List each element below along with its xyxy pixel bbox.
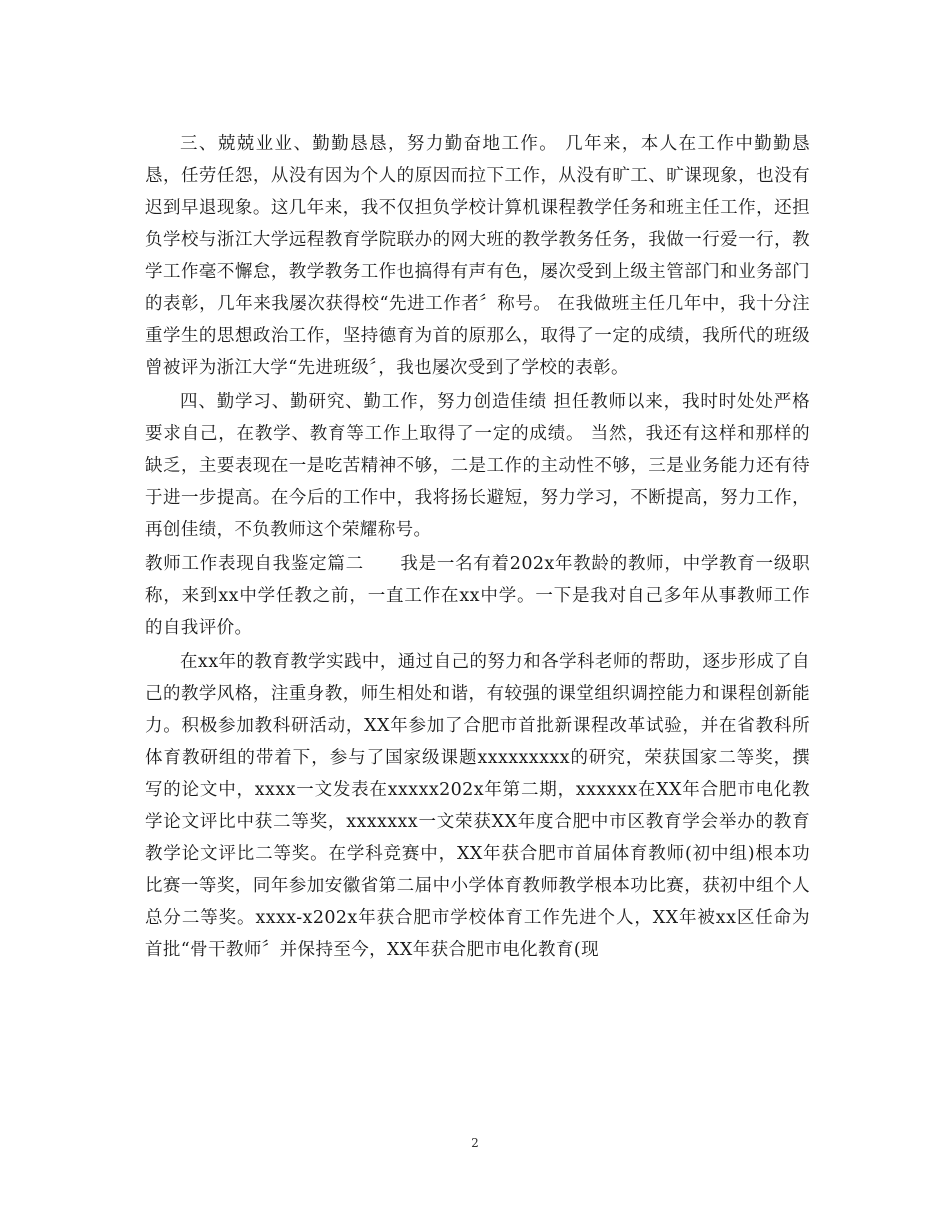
document-body (145, 128, 810, 966)
paragraph-section-two-intro: 教师工作表现自我鉴定篇二 我是一名有着202x年教龄的教师，中学教育一级职称，来到xx中学任教之前，一直工作在xx中学。一下是我对自己多年从事教师工作的自我评价。 (145, 554, 810, 638)
page-number: 2 (471, 1136, 479, 1150)
paragraph-teaching-practice: 在xx年的教育教学实践中，通过自己的努力和各学科老师的帮助，逐步形成了自己的教学风格，注重身教，师生相处和谐，有较强的课堂组织调控能力和课程创新能力。积极参加教科研活动，XX年参加了合肥市首批新课程改革试验，并在省教科所体育教研组的带着下，参与了国家级课题xxxxxxxxx的研究，荣获国家二等奖，撰写的论文中，xxxx一文发表在xxxxx202x年第二期，xxxxxx在XX年合肥市电化教学论文评比中获二等奖，xxxxxxx一文荣获XX年度合肥中市区教育学会举办的教育教学论文评比二等奖。在学科竞赛中，XX年获合肥市首届体育教师(初中组)根本功比赛一等奖，同年参加安徽省第二届中小学体育教师教学根本功比赛，获初中组个人总分二等奖。xxxx-x202x年获合肥市学校体育工作先进个人，XX年被xx区任命为首批“骨干教师〞并保持至今，XX年获合肥市电化教育(现 (145, 652, 810, 960)
paragraph-diligent-work: 三、兢兢业业、勤勤恳恳，努力勤奋地工作。 几年来，本人在工作中勤勤恳恳，任劳任怨，从没有因为个人的原因而拉下工作，从没有旷工、旷课现象，也没有迟到早退现象。这几年来，我不仅担负学校计算机课程教学任务和班主任工作，还担负学校与浙江大学远程教育学院联办的网大班的教学教务任务，我做一行爱一行，教学工作毫不懈怠，教学教务工作也搞得有声有色，屡次受到上级主管部门和业务部门的表彰，几年来我屡次获得校“先进工作者〞称号。 在我做班主任几年中，我十分注重学生的思想政治工作，坚持德育为首的原那么，取得了一定的成绩，我所代的班级曾被评为浙江大学“先进班级〞，我也屡次受到了学校的表彰。 (145, 134, 810, 378)
paragraph-study-research: 四、勤学习、勤研究、勤工作，努力创造佳绩 担任教师以来，我时时处处严格要求自己，在教学、教育等工作上取得了一定的成绩。 当然，我还有这样和那样的缺乏，主要表现在一是吃苦精神不够，二是工作的主动性不够，三是业务能力还有待于进一步提高。在今后的工作中，我将扬长避短，努力学习，不断提高，努力工作，再创佳绩，不负教师这个荣耀称号。 (145, 392, 810, 540)
